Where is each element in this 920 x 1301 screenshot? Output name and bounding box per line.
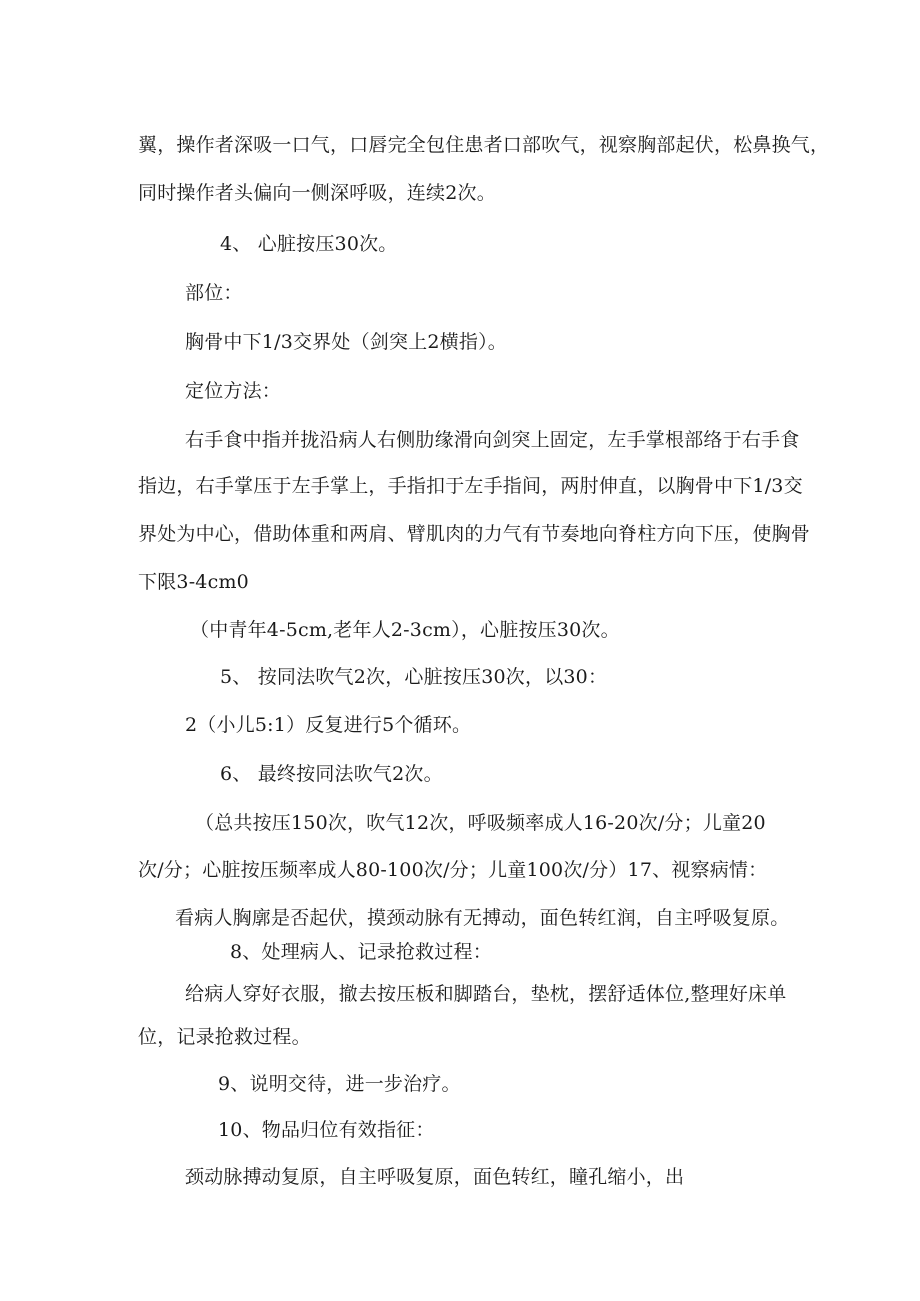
text-line: 5、 按同法吹气2次，心脏按压30次，以30： xyxy=(220,666,608,688)
text-line: 位，记录抢救过程。 xyxy=(138,1026,311,1048)
text-line: 10、物品归位有效指征： xyxy=(218,1119,435,1141)
text-line: （中青年4-5cm,老年人2-3cm），心脏按压30次。 xyxy=(190,619,620,641)
text-line: 右手食中指并拢沿病人右侧肋缘滑向剑突上固定，左手掌根部络于右手食 xyxy=(185,429,800,451)
text-line: 界处为中心，借助体重和两肩、臂肌肉的力气有节奏地向脊柱方向下压，使胸骨 xyxy=(138,523,811,545)
text-line: 同时操作者头偏向一侧深呼吸，连续2次。 xyxy=(138,182,496,204)
text-line: 次/分；心脏按压频率成人80-100次/分；儿童100次/分）17、视察病情： xyxy=(138,859,768,881)
text-line: 胸骨中下1/3交界处（剑突上2横指）。 xyxy=(185,331,507,353)
text-line: 部位： xyxy=(185,282,243,304)
text-line: 6、 最终按同法吹气2次。 xyxy=(220,763,443,785)
text-line: 下限3-4cm0 xyxy=(138,571,249,593)
text-line: 颈动脉搏动复原，自主呼吸复原，面色转红，瞳孔缩小，出 xyxy=(185,1166,685,1188)
text-line: 看病人胸廓是否起伏，摸颈动脉有无搏动，面色转红润，自主呼吸复原。 xyxy=(175,907,790,929)
text-line: 8、处理病人、记录抢救过程： xyxy=(230,941,492,963)
text-line: 指边，右手掌压于左手掌上，手指扣于左手指间，两肘伸直，以胸骨中下1/3交 xyxy=(138,475,803,497)
text-line: 4、 心脏按压30次。 xyxy=(220,233,398,255)
text-line: 给病人穿好衣服，撤去按压板和脚踏台，垫枕，摆舒适体位,整理好床单 xyxy=(185,983,787,1005)
text-line: 翼，操作者深吸一口气，口唇完全包住患者口部吹气，视察胸部起伏，松鼻换气， xyxy=(138,134,830,156)
text-line: 9、说明交待，进一步治疗。 xyxy=(218,1073,461,1095)
text-line: 定位方法： xyxy=(185,380,282,402)
text-line: （总共按压150次，吹气12次，呼吸频率成人16-20次/分；儿童20 xyxy=(195,812,766,834)
text-line: 2（小儿5:1）反复进行5个循环。 xyxy=(185,714,472,736)
